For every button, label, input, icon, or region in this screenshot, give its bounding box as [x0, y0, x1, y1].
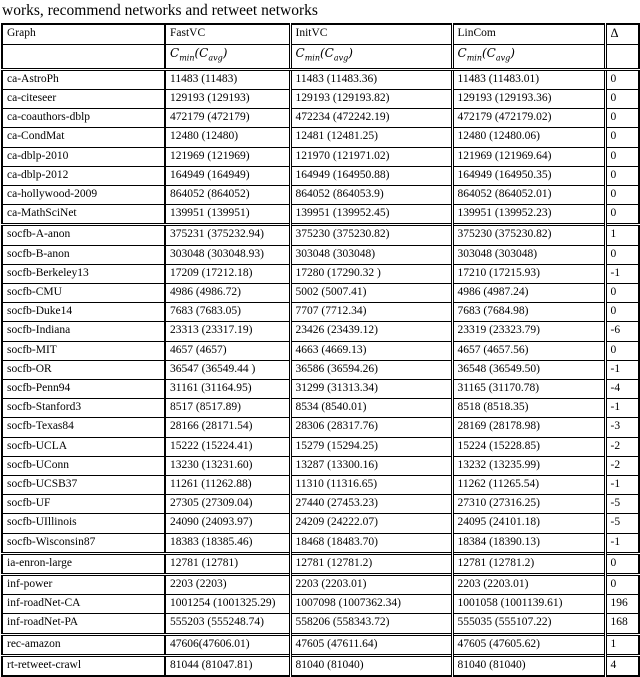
cell-initvc-value: 18468 (18483.70): [290, 533, 452, 553]
cell-graph-name: socfb-UF: [2, 495, 165, 514]
cell-initvc-value: 121970 (121971.02): [290, 147, 452, 166]
table-row: [2, 418, 639, 437]
cell-lincom-value: 11262 (11265.54): [452, 476, 605, 495]
column-header-delta: [605, 24, 639, 45]
cell-delta-value: 0: [605, 109, 639, 128]
cell-fastvc-value: 15222 (15224.41): [165, 437, 290, 456]
cell-lincom-value: 129193 (129193.36): [452, 90, 605, 109]
cell-initvc-value: 27440 (27453.23): [290, 495, 452, 514]
cell-fastvc-value: 13230 (13231.60): [165, 456, 290, 475]
cell-lincom-value: 4657 (4657.56): [452, 341, 605, 360]
cell-graph-name: ca-dblp-2012: [2, 166, 165, 185]
cell-fastvc-value: 24090 (24093.97): [165, 514, 290, 533]
table-row: [2, 655, 639, 676]
cell-delta-value: 0: [605, 245, 639, 264]
cell-graph-name: socfb-Penn94: [2, 380, 165, 399]
cell-delta-value: 4: [605, 655, 639, 676]
table-row: [2, 284, 639, 303]
column-subheader-fastvc: [165, 45, 290, 70]
cell-graph-name: socfb-B-anon: [2, 245, 165, 264]
table-row: [2, 533, 639, 553]
cell-graph-name: socfb-MIT: [2, 341, 165, 360]
table-row: [2, 303, 639, 322]
cell-lincom-value: 8518 (8518.35): [452, 399, 605, 418]
cell-delta-value: 0: [605, 303, 639, 322]
cell-delta-value: 0: [605, 186, 639, 205]
cell-initvc-value: 4663 (4669.13): [290, 341, 452, 360]
table-row: [2, 399, 639, 418]
cell-delta-value: 0: [605, 147, 639, 166]
cell-initvc-value: 17280 (17290.32 ): [290, 264, 452, 283]
cell-graph-name: ca-hollywood-2009: [2, 186, 165, 205]
table-row: [2, 380, 639, 399]
cell-fastvc-value: 555203 (555248.74): [165, 614, 290, 634]
table-row: [2, 322, 639, 341]
cell-lincom-value: 15224 (15228.85): [452, 437, 605, 456]
cell-fastvc-value: 11261 (11262.88): [165, 476, 290, 495]
cell-delta-value: -1: [605, 476, 639, 495]
column-header-initvc: [290, 24, 452, 45]
cell-fastvc-value: 303048 (303048.93): [165, 245, 290, 264]
cell-graph-name: inf-roadNet-PA: [2, 614, 165, 634]
cell-fastvc-value: 139951 (139951): [165, 205, 290, 225]
cell-fastvc-value: 36547 (36549.44 ): [165, 360, 290, 379]
cell-fastvc-value: 12781 (12781): [165, 553, 290, 574]
table-row: [2, 128, 639, 147]
column-header-graph: [2, 24, 165, 45]
cell-initvc-value: 472234 (472242.19): [290, 109, 452, 128]
cell-fastvc-value: 28166 (28171.54): [165, 418, 290, 437]
cell-lincom-value: 23319 (23323.79): [452, 322, 605, 341]
cell-graph-name: socfb-CMU: [2, 284, 165, 303]
cell-graph-name: socfb-UCSB37: [2, 476, 165, 495]
cell-initvc-value: 31299 (31313.34): [290, 380, 452, 399]
column-header-fastvc-label: FastVC: [170, 27, 206, 39]
cell-fastvc-value: 47606(47606.01): [165, 634, 290, 655]
cell-lincom-value: 139951 (139952.23): [452, 205, 605, 225]
table-row: [2, 495, 639, 514]
cell-fastvc-value: 18383 (18385.46): [165, 533, 290, 553]
table-body: [2, 69, 639, 676]
cell-graph-name: inf-power: [2, 575, 165, 595]
cell-initvc-value: 11310 (11316.65): [290, 476, 452, 495]
cell-lincom-value: 47605 (47605.62): [452, 634, 605, 655]
cell-delta-value: 196: [605, 595, 639, 614]
cell-graph-name: socfb-UCLA: [2, 437, 165, 456]
cell-graph-name: socfb-A-anon: [2, 225, 165, 245]
cell-initvc-value: 1007098 (1007362.34): [290, 595, 452, 614]
cell-fastvc-value: 17209 (17212.18): [165, 264, 290, 283]
cell-graph-name: socfb-Stanford3: [2, 399, 165, 418]
results-table: [1, 23, 640, 677]
cell-lincom-value: 2203 (2203.01): [452, 575, 605, 595]
column-subheader-graph: [2, 45, 165, 70]
cell-graph-name: ca-coauthors-dblp: [2, 109, 165, 128]
cell-fastvc-value: 31161 (31164.95): [165, 380, 290, 399]
cell-lincom-value: 164949 (164950.35): [452, 166, 605, 185]
table-row: [2, 476, 639, 495]
cell-initvc-value: 164949 (164950.88): [290, 166, 452, 185]
cell-lincom-value: 303048 (303048): [452, 245, 605, 264]
cell-delta-value: 0: [605, 205, 639, 225]
header-row-names: [2, 24, 639, 45]
column-subheader-lincom: [452, 45, 605, 70]
column-header-initvc-label: InitVC: [295, 27, 328, 39]
cell-initvc-value: 15279 (15294.25): [290, 437, 452, 456]
table-row: [2, 166, 639, 185]
cell-fastvc-value: 1001254 (1001325.29): [165, 595, 290, 614]
cell-initvc-value: 7707 (7712.34): [290, 303, 452, 322]
cmin-cavg-formula: $C_{min}(C_{avg})$: [457, 46, 515, 63]
cell-initvc-value: 12481 (12481.25): [290, 128, 452, 147]
cell-lincom-value: 28169 (28178.98): [452, 418, 605, 437]
cell-lincom-value: 12781 (12781.2): [452, 553, 605, 574]
cell-initvc-value: 8534 (8540.01): [290, 399, 452, 418]
table-row: [2, 341, 639, 360]
cell-delta-value: -1: [605, 399, 639, 418]
cmin-cavg-formula: $C_{min}(C_{avg})$: [295, 46, 353, 63]
cell-fastvc-value: 121969 (121969): [165, 147, 290, 166]
cell-initvc-value: 36586 (36594.26): [290, 360, 452, 379]
cell-fastvc-value: 7683 (7683.05): [165, 303, 290, 322]
cell-initvc-value: 375230 (375230.82): [290, 225, 452, 245]
cell-initvc-value: 139951 (139952.45): [290, 205, 452, 225]
cell-initvc-value: 5002 (5007.41): [290, 284, 452, 303]
table-row: [2, 147, 639, 166]
table-row: [2, 456, 639, 475]
table-row: [2, 264, 639, 283]
cell-fastvc-value: 23313 (23317.19): [165, 322, 290, 341]
cell-graph-name: socfb-Duke14: [2, 303, 165, 322]
cell-graph-name: ia-enron-large: [2, 553, 165, 574]
cell-lincom-value: 472179 (472179.02): [452, 109, 605, 128]
table-row: [2, 553, 639, 574]
cell-delta-value: 0: [605, 284, 639, 303]
cell-delta-value: -1: [605, 533, 639, 553]
cell-initvc-value: 13287 (13300.16): [290, 456, 452, 475]
cell-graph-name: ca-citeseer: [2, 90, 165, 109]
column-header-graph-label: Graph: [7, 27, 36, 39]
cell-fastvc-value: 12480 (12480): [165, 128, 290, 147]
cell-delta-value: 168: [605, 614, 639, 634]
cell-delta-value: -3: [605, 418, 639, 437]
table-row: [2, 514, 639, 533]
cell-lincom-value: 7683 (7684.98): [452, 303, 605, 322]
table-row: [2, 245, 639, 264]
cell-lincom-value: 36548 (36549.50): [452, 360, 605, 379]
table-row: [2, 360, 639, 379]
table-row: [2, 186, 639, 205]
cell-initvc-value: 864052 (864053.9): [290, 186, 452, 205]
cell-fastvc-value: 2203 (2203): [165, 575, 290, 595]
cell-delta-value: 0: [605, 166, 639, 185]
cell-graph-name: rec-amazon: [2, 634, 165, 655]
cell-fastvc-value: 164949 (164949): [165, 166, 290, 185]
cell-fastvc-value: 11483 (11483): [165, 69, 290, 89]
column-header-fastvc: [165, 24, 290, 45]
cell-delta-value: -2: [605, 437, 639, 456]
cell-delta-value: 1: [605, 225, 639, 245]
cell-delta-value: 0: [605, 341, 639, 360]
cell-initvc-value: 23426 (23439.12): [290, 322, 452, 341]
cell-graph-name: ca-CondMat: [2, 128, 165, 147]
cell-delta-value: -6: [605, 322, 639, 341]
cell-lincom-value: 17210 (17215.93): [452, 264, 605, 283]
cell-fastvc-value: 27305 (27309.04): [165, 495, 290, 514]
cmin-cavg-formula: $C_{min}(C_{avg})$: [170, 46, 228, 63]
cell-graph-name: rt-retweet-crawl: [2, 655, 165, 676]
cell-initvc-value: 11483 (11483.36): [290, 69, 452, 89]
table-row: [2, 109, 639, 128]
cell-initvc-value: 2203 (2203.01): [290, 575, 452, 595]
cell-fastvc-value: 81044 (81047.81): [165, 655, 290, 676]
cell-graph-name: inf-roadNet-CA: [2, 595, 165, 614]
cell-delta-value: 0: [605, 553, 639, 574]
caption-tail-text: works, recommend networks and retweet networks: [2, 2, 318, 19]
column-header-lincom: [452, 24, 605, 45]
cell-delta-value: -5: [605, 495, 639, 514]
table-row: [2, 225, 639, 245]
cell-delta-value: -4: [605, 380, 639, 399]
cell-lincom-value: 555035 (555107.22): [452, 614, 605, 634]
cell-graph-name: socfb-Berkeley13: [2, 264, 165, 283]
cell-initvc-value: 12781 (12781.2): [290, 553, 452, 574]
column-header-lincom-label: LinCom: [457, 27, 496, 39]
cell-delta-value: -5: [605, 514, 639, 533]
cell-lincom-value: 12480 (12480.06): [452, 128, 605, 147]
cell-graph-name: socfb-Wisconsin87: [2, 533, 165, 553]
table-header: [2, 24, 639, 69]
cell-initvc-value: 47605 (47611.64): [290, 634, 452, 655]
cell-initvc-value: 558206 (558343.72): [290, 614, 452, 634]
cell-fastvc-value: 472179 (472179): [165, 109, 290, 128]
table-row: [2, 69, 639, 89]
cell-delta-value: 0: [605, 90, 639, 109]
header-row-formulas: [2, 45, 639, 70]
cell-lincom-value: 31165 (31170.78): [452, 380, 605, 399]
cell-fastvc-value: 864052 (864052): [165, 186, 290, 205]
cell-delta-value: 1: [605, 634, 639, 655]
column-subheader-delta: [605, 45, 639, 70]
cell-lincom-value: 27310 (27316.25): [452, 495, 605, 514]
cell-delta-value: -1: [605, 264, 639, 283]
cell-delta-value: 0: [605, 69, 639, 89]
cell-lincom-value: 11483 (11483.01): [452, 69, 605, 89]
table-row: [2, 575, 639, 595]
table-row: [2, 90, 639, 109]
cell-lincom-value: 4986 (4987.24): [452, 284, 605, 303]
cell-fastvc-value: 8517 (8517.89): [165, 399, 290, 418]
cell-initvc-value: 81040 (81040): [290, 655, 452, 676]
cell-lincom-value: 24095 (24101.18): [452, 514, 605, 533]
cell-delta-value: -2: [605, 456, 639, 475]
table-row: [2, 205, 639, 225]
table-row: [2, 634, 639, 655]
cell-delta-value: 0: [605, 575, 639, 595]
cell-graph-name: socfb-Texas84: [2, 418, 165, 437]
cell-delta-value: -1: [605, 360, 639, 379]
cell-fastvc-value: 375231 (375232.94): [165, 225, 290, 245]
column-subheader-initvc: [290, 45, 452, 70]
cell-lincom-value: 18384 (18390.13): [452, 533, 605, 553]
cell-graph-name: socfb-UIllinois: [2, 514, 165, 533]
cell-fastvc-value: 4986 (4986.72): [165, 284, 290, 303]
cell-initvc-value: 24209 (24222.07): [290, 514, 452, 533]
table-row: [2, 595, 639, 614]
cell-initvc-value: 129193 (129193.82): [290, 90, 452, 109]
table-row: [2, 437, 639, 456]
cell-lincom-value: 375230 (375230.82): [452, 225, 605, 245]
table-row: [2, 614, 639, 634]
delta-symbol-icon: Δ: [610, 26, 619, 40]
cell-lincom-value: 81040 (81040): [452, 655, 605, 676]
cell-graph-name: socfb-OR: [2, 360, 165, 379]
cell-fastvc-value: 4657 (4657): [165, 341, 290, 360]
cell-graph-name: socfb-UConn: [2, 456, 165, 475]
cell-initvc-value: 28306 (28317.76): [290, 418, 452, 437]
cell-graph-name: ca-AstroPh: [2, 69, 165, 89]
cell-lincom-value: 864052 (864052.01): [452, 186, 605, 205]
cell-graph-name: socfb-Indiana: [2, 322, 165, 341]
cell-graph-name: ca-dblp-2010: [2, 147, 165, 166]
cell-fastvc-value: 129193 (129193): [165, 90, 290, 109]
cell-lincom-value: 1001058 (1001139.61): [452, 595, 605, 614]
cell-initvc-value: 303048 (303048): [290, 245, 452, 264]
cell-graph-name: ca-MathSciNet: [2, 205, 165, 225]
cell-lincom-value: 121969 (121969.64): [452, 147, 605, 166]
cell-delta-value: 0: [605, 128, 639, 147]
cell-lincom-value: 13232 (13235.99): [452, 456, 605, 475]
